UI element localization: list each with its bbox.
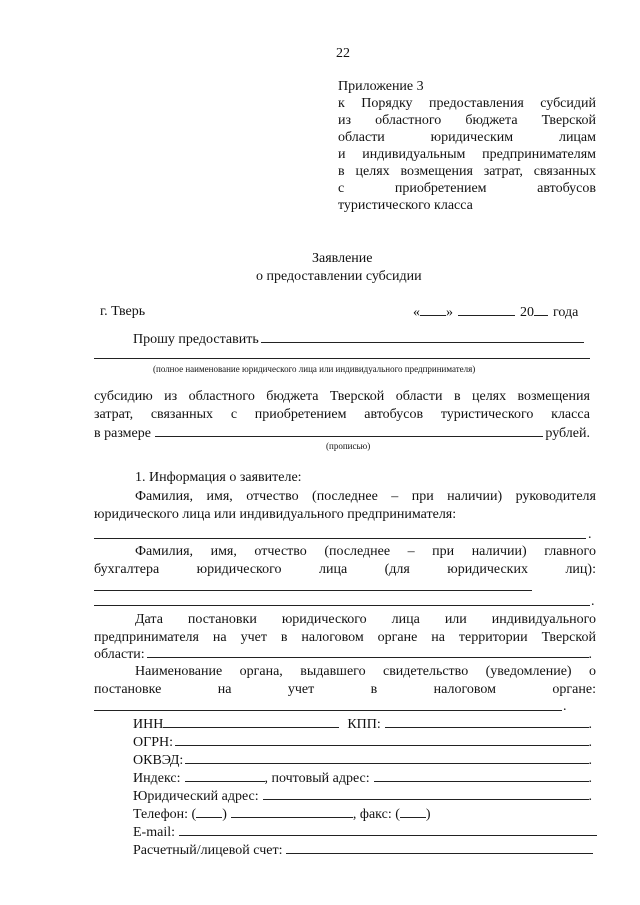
phone-fax-row (133, 805, 431, 823)
email-label: E-mail: (133, 825, 175, 840)
registration-label: области: (94, 647, 145, 662)
word: Фамилия, (135, 544, 194, 559)
email-input[interactable] (179, 823, 597, 836)
request-label: Прошу предоставить (133, 332, 259, 347)
word: Тверской (541, 113, 596, 128)
word: из (338, 113, 352, 128)
registration-text-line-1 (135, 611, 596, 628)
document-title: Заявление (312, 251, 373, 266)
word: юридических (447, 562, 528, 577)
word: лицам (558, 130, 596, 145)
word: в (370, 682, 378, 697)
fax-code-input[interactable] (400, 805, 426, 818)
word: органе: (552, 682, 596, 697)
word: области (395, 389, 443, 404)
registration-end-dot: . (588, 647, 592, 662)
ogrn-end-dot: . (588, 735, 592, 750)
email-row (133, 823, 597, 841)
account-label: Расчетный/лицевой счет: (133, 843, 283, 858)
word: лиц): (565, 562, 596, 577)
word: автобусов (364, 407, 424, 422)
word: индивидуальным (362, 147, 466, 162)
appendix-line (338, 146, 596, 163)
word: из (164, 389, 178, 404)
okved-end-dot: . (588, 753, 592, 768)
word: затрат, (483, 164, 523, 179)
head-name-input[interactable] (94, 538, 586, 539)
word: приобретением (394, 181, 487, 196)
day-input[interactable] (420, 303, 446, 316)
page-number: 22 (336, 46, 350, 61)
word: органе (377, 630, 418, 645)
fax-label: , факс: ( (352, 807, 400, 822)
word: (уведомление) (485, 664, 572, 679)
year-input[interactable] (534, 303, 548, 316)
date-close-quote: » (446, 305, 453, 320)
word: (последнее (324, 544, 391, 559)
word: учет (240, 630, 267, 645)
word: туристического (440, 407, 534, 422)
head-end-dot: . (588, 527, 592, 542)
subsidy-line-2 (94, 406, 590, 423)
word: индивидуального (491, 612, 596, 627)
accountant-name-input-2[interactable] (94, 605, 590, 606)
organization-name-input[interactable] (261, 330, 584, 343)
kpp-input[interactable] (385, 715, 589, 728)
appendix-line (338, 180, 596, 197)
organization-name-line-2[interactable] (94, 358, 590, 359)
word: возмещения (517, 389, 590, 404)
address-row (133, 769, 592, 787)
account-row (133, 841, 593, 859)
head-text-line-1 (135, 488, 596, 505)
word: имя, (206, 489, 233, 504)
word: областного (375, 113, 442, 128)
authority-input[interactable] (94, 710, 562, 711)
appendix-title: Приложение 3 (338, 79, 424, 94)
year-prefix: 20 (520, 305, 534, 320)
appendix-line (338, 112, 596, 129)
subsidy-line-1 (94, 388, 590, 405)
word: выдавшего (300, 664, 366, 679)
word: бюджета (465, 113, 518, 128)
word: возмещения (400, 164, 473, 179)
word: в (280, 630, 288, 645)
authority-end-dot: . (563, 699, 567, 714)
word: налоговом (301, 630, 364, 645)
word: Порядку (361, 96, 413, 111)
word: юридического (281, 612, 367, 627)
word: областного (188, 389, 255, 404)
word: или (444, 612, 467, 627)
section-title: 1. Информация о заявителе: (135, 470, 302, 485)
accountant-name-input-1[interactable] (94, 590, 532, 591)
inn-kpp-row (133, 715, 592, 733)
postal-end-dot: . (588, 771, 592, 786)
legal-end-dot: . (588, 789, 592, 804)
year-label: года (553, 305, 579, 320)
word: свидетельство (382, 664, 469, 679)
word: в (338, 164, 345, 179)
word: на (217, 682, 232, 697)
postal-address-input[interactable] (374, 769, 589, 782)
word: – (391, 489, 399, 504)
currency-label: рублей. (545, 426, 590, 441)
word: целях (471, 389, 507, 404)
word: лица (391, 612, 420, 627)
word: к (338, 96, 345, 111)
word: юридического (196, 562, 282, 577)
head-text-line-2: юридического лица или индивидуального предпринимателя: (94, 507, 457, 522)
phone-code-input[interactable] (196, 805, 222, 818)
word: при (432, 544, 455, 559)
legal-address-input[interactable] (263, 787, 589, 800)
word: класса (551, 407, 590, 422)
appendix-line (338, 163, 596, 180)
word: территории (458, 630, 528, 645)
word: с (230, 407, 238, 422)
inn-input[interactable] (163, 715, 339, 728)
word: приобретением (254, 407, 347, 422)
word: связанных (150, 407, 214, 422)
word: отчество (254, 544, 307, 559)
okved-row (133, 751, 592, 769)
word: (для (384, 562, 410, 577)
word: при (411, 489, 434, 504)
word: предоставления (429, 96, 524, 111)
phone-label: Телефон: ( (133, 807, 197, 822)
phone-close: ) (222, 807, 227, 822)
authority-text-line-2 (94, 681, 596, 698)
document-subtitle: о предоставлении субсидии (256, 269, 422, 284)
word: в (453, 389, 461, 404)
ogrn-row (133, 733, 592, 751)
word: органа, (239, 664, 283, 679)
appendix-last-line: туристического класса (338, 198, 473, 213)
amount-input[interactable] (155, 424, 543, 437)
okved-input[interactable] (185, 751, 588, 764)
word: и (338, 147, 346, 162)
word: постановке (94, 682, 162, 697)
legal-address-label: Юридический адрес: (133, 789, 259, 804)
word: руководителя (515, 489, 596, 504)
account-input[interactable] (286, 841, 593, 854)
kpp-label: КПП: (347, 717, 381, 732)
word: бюджета (266, 389, 319, 404)
word: бухгалтера (94, 562, 160, 577)
date-open-quote: « (413, 305, 420, 320)
word: налоговом (433, 682, 496, 697)
word: на (431, 630, 445, 645)
legal-address-row (133, 787, 592, 805)
word: области (338, 130, 385, 145)
word: субсидию (94, 389, 153, 404)
word: наличии) (447, 489, 503, 504)
accountant-end-dot: . (591, 594, 595, 609)
word: лица (318, 562, 348, 577)
word: о (589, 664, 596, 679)
appendix-line (338, 129, 596, 146)
word: отчество (246, 489, 299, 504)
word: целях (355, 164, 390, 179)
authority-text-line-1 (135, 663, 596, 680)
word: предпринимателя (94, 630, 199, 645)
word: субсидий (540, 96, 596, 111)
word: на (212, 630, 227, 645)
word: предпринимателям (482, 147, 596, 162)
month-input[interactable] (458, 303, 515, 316)
registration-text-line-2 (94, 629, 596, 646)
word: имя, (210, 544, 237, 559)
word: наличии) (471, 544, 527, 559)
word: постановки (187, 612, 257, 627)
word: автобусов (537, 181, 596, 196)
amount-row (94, 424, 590, 442)
word: затрат, (94, 407, 134, 422)
registration-row (94, 645, 592, 663)
inn-label: ИНН (133, 717, 164, 732)
word: связанных (533, 164, 596, 179)
word: с (338, 181, 345, 196)
postal-address-label: , почтовый адрес: (264, 771, 370, 786)
word: Тверской (329, 389, 385, 404)
word: учет (287, 682, 315, 697)
index-input[interactable] (185, 769, 265, 782)
accountant-text-line-2 (94, 561, 596, 578)
word: Фамилия, (135, 489, 194, 504)
index-label: Индекс: (133, 771, 181, 786)
request-row (133, 330, 584, 348)
word: Наименование (135, 664, 223, 679)
ogrn-input[interactable] (175, 733, 589, 746)
place: г. Тверь (100, 304, 146, 319)
amount-caption: (прописью) (326, 441, 371, 451)
ogrn-label: ОГРН: (133, 735, 173, 750)
kpp-end-dot: . (588, 717, 592, 732)
phone-input[interactable] (231, 805, 353, 818)
word: Тверской (541, 630, 596, 645)
amount-label: в размере (94, 426, 151, 441)
okved-label: ОКВЭД: (133, 753, 184, 768)
date-field (413, 303, 578, 321)
word: (последнее (312, 489, 378, 504)
appendix-line (338, 95, 596, 112)
word: Дата (135, 612, 163, 627)
word: главного (544, 544, 596, 559)
registration-date-input[interactable] (147, 645, 589, 658)
organization-name-caption: (полное наименование юридического лица или индивидуального предпринимателя) (153, 364, 476, 374)
word: юридическим (430, 130, 514, 145)
word: – (407, 544, 415, 559)
fax-close: ) (425, 807, 431, 822)
accountant-text-line-1 (135, 543, 596, 560)
